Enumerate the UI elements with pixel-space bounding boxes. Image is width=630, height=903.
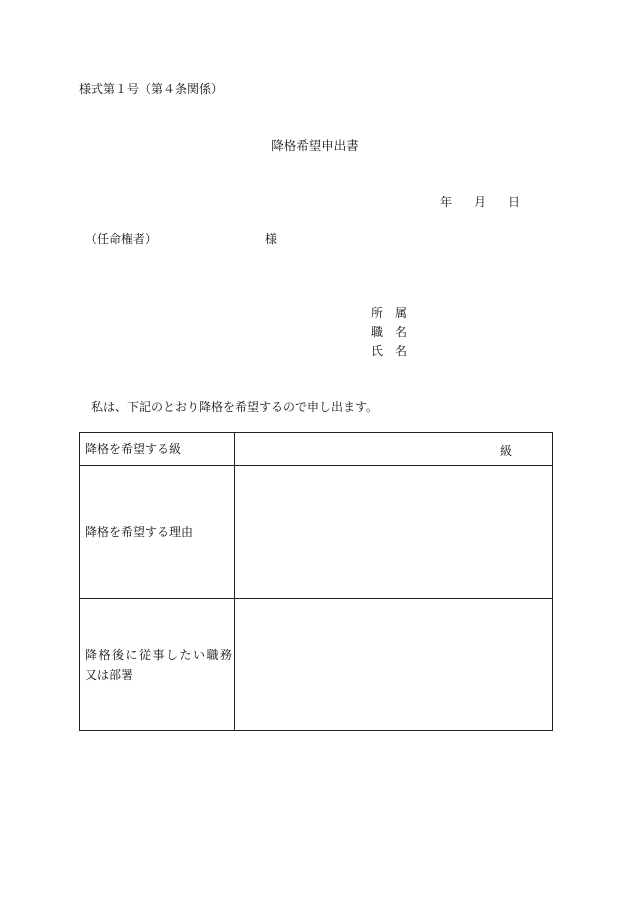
table-row-grade [80, 433, 553, 466]
desired-duty-label-line1: 降格後に従事したい職務 [85, 647, 234, 662]
reason-field[interactable] [235, 466, 553, 599]
desired-duty-field[interactable] [235, 599, 553, 731]
applicant-name-label [371, 342, 407, 359]
year-label: 年 [440, 195, 453, 209]
name-char-2: 名 [395, 344, 408, 358]
grade-suffix: 級 [499, 444, 512, 458]
grade-label: 降格を希望する級 [80, 433, 235, 466]
desired-duty-label [80, 599, 235, 731]
position-char-1: 職 [371, 325, 384, 339]
affiliation-char-1: 所 [371, 306, 384, 320]
appointer-label: （任命権者） [85, 232, 158, 246]
date-line [440, 193, 520, 210]
month-label: 月 [474, 195, 487, 209]
name-char-1: 氏 [371, 344, 384, 358]
day-label: 日 [508, 195, 521, 209]
table-row-reason [80, 466, 553, 599]
affiliation-char-2: 属 [395, 306, 408, 320]
applicant-affiliation-label [371, 304, 407, 321]
table-row-desired-duty [80, 599, 553, 731]
request-statement: 私は、下記のとおり降格を希望するので申し出ます。 [91, 400, 379, 414]
form-number: 様式第１号（第４条関係） [79, 82, 224, 96]
reason-label: 降格を希望する理由 [80, 466, 235, 599]
applicant-position-label [371, 323, 407, 340]
position-char-2: 名 [395, 325, 408, 339]
desired-duty-label-line2: 又は部署 [85, 667, 134, 682]
document-title: 降格希望申出書 [271, 138, 359, 153]
request-table [79, 432, 553, 731]
grade-field[interactable] [235, 433, 553, 466]
appointer-honorific: 様 [265, 232, 278, 246]
